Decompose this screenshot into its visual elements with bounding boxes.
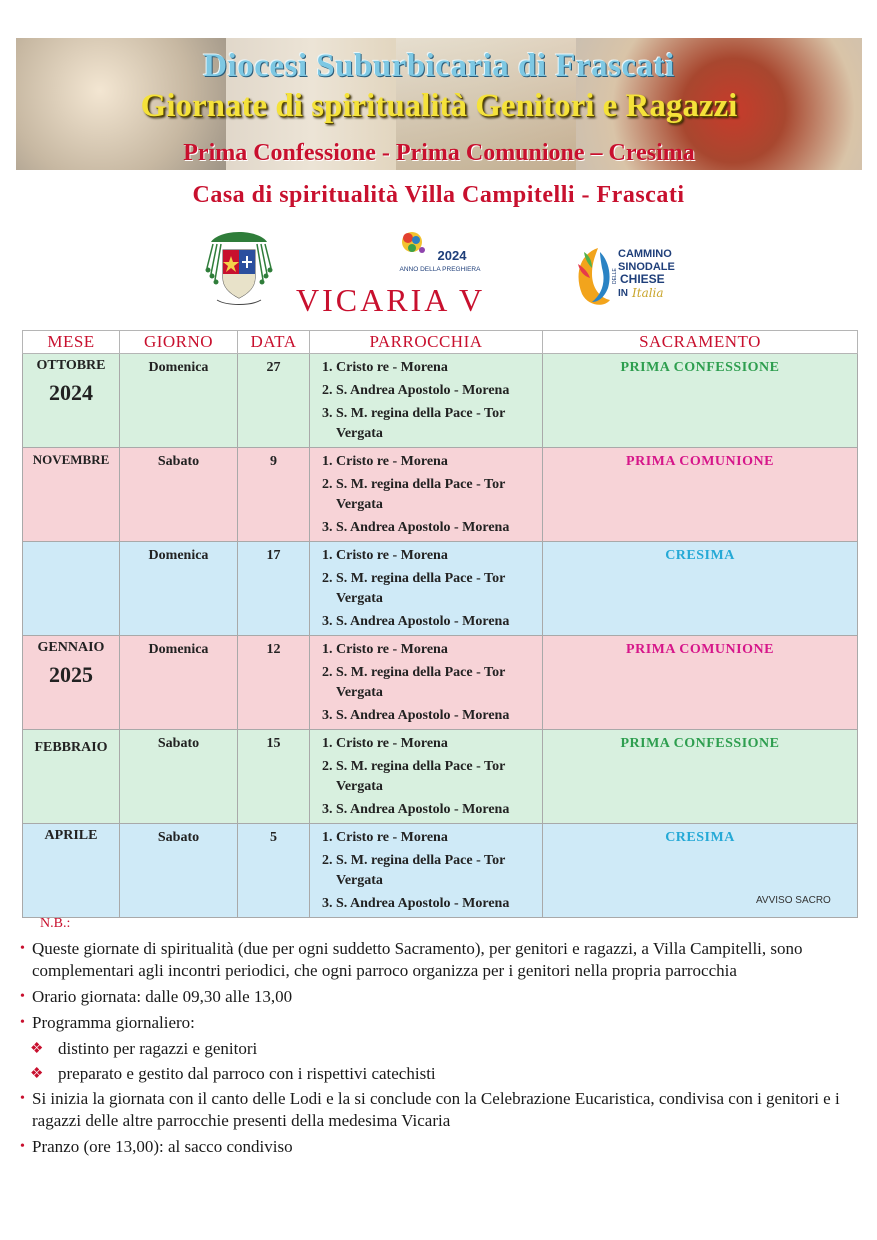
bullet-icon: •	[20, 1139, 25, 1154]
parish-item: 3. S. M. regina della Pace - Tor Vergata	[336, 404, 542, 444]
month-label: GENNAIO	[37, 640, 105, 655]
note-item	[20, 938, 865, 982]
giorno-cell: Domenica	[120, 354, 238, 448]
note-item	[20, 1136, 865, 1158]
parish-item: 2. S. M. regina della Pace - Tor Vergata	[336, 569, 542, 609]
giorno-cell: Domenica	[120, 542, 238, 636]
venue-subtitle: Casa di spiritualità Villa Campitelli - Frascati	[192, 182, 685, 208]
parish-item: 2. S. M. regina della Pace - Tor Vergata	[336, 475, 542, 515]
giorno-cell: Sabato	[120, 730, 238, 824]
parrocchia-cell	[310, 448, 543, 542]
note-subitem	[20, 1063, 865, 1085]
vicaria-title: VICARIA V	[296, 282, 486, 318]
sacramento-cell: PRIMA COMUNIONE	[543, 636, 858, 730]
note-text: preparato e gestito dal parroco con i rispettivi catechisti	[58, 1064, 436, 1083]
sacramento-cell: CRESIMA	[543, 824, 858, 918]
bullet-icon: •	[20, 989, 25, 1004]
mese-cell	[23, 354, 120, 448]
cammino-sinodale-logo	[570, 244, 680, 310]
cammino-line3: DELLE	[612, 268, 618, 284]
mese-cell	[23, 730, 120, 824]
mese-cell	[23, 824, 120, 918]
month-label: OTTOBRE	[36, 358, 106, 373]
schedule-table	[22, 330, 858, 918]
parrocchia-cell	[310, 730, 543, 824]
parrocchia-cell	[310, 824, 543, 918]
avviso-sacro-label: AVVISO SACRO	[756, 895, 831, 906]
year-logo-number: 2024	[437, 248, 467, 263]
data-cell: 15	[238, 730, 310, 824]
sacramento-cell: CRESIMA	[543, 542, 858, 636]
event-title: Giornate di spiritualità Genitori e Ragazzi	[140, 88, 738, 124]
month-label: APRILE	[44, 828, 98, 843]
parish-item: 1. Cristo re - Morena	[336, 640, 542, 660]
parish-item: 1. Cristo re - Morena	[336, 734, 542, 754]
parish-item: 3. S. Andrea Apostolo - Morena	[336, 518, 542, 538]
mese-cell	[23, 448, 120, 542]
data-cell: 17	[238, 542, 310, 636]
parish-item: 3. S. Andrea Apostolo - Morena	[336, 612, 542, 632]
header-banner	[16, 38, 862, 170]
header-mese: MESE	[23, 331, 120, 354]
notes-list	[20, 938, 865, 1162]
table-row	[23, 354, 858, 448]
data-cell: 27	[238, 354, 310, 448]
parish-item: 2. S. M. regina della Pace - Tor Vergata	[336, 851, 542, 891]
table-row	[23, 448, 858, 542]
mese-cell	[23, 636, 120, 730]
sacramento-cell: PRIMA CONFESSIONE	[543, 730, 858, 824]
year-label: 2025	[49, 662, 93, 687]
nb-label: N.B.:	[40, 916, 71, 931]
month-label: FEBBRAIO	[34, 740, 108, 755]
note-text: Queste giornate di spiritualità (due per ogni suddetto Sacramento), per genitori e ragazzi, a Villa Campitelli, sono complementari agli incontri periodici, che ogni parroco organizza per i genitori nella propria parrocchia	[32, 939, 803, 980]
giorno-cell: Domenica	[120, 636, 238, 730]
note-subitem	[20, 1038, 865, 1060]
note-item	[20, 986, 865, 1008]
parish-item: 1. Cristo re - Morena	[336, 358, 542, 378]
note-item	[20, 1012, 865, 1034]
giorno-cell: Sabato	[120, 824, 238, 918]
cammino-line4: CHIESE	[620, 272, 665, 286]
header-giorno: GIORNO	[120, 331, 238, 354]
parish-item: 1. Cristo re - Morena	[336, 828, 542, 848]
note-text: Pranzo (ore 13,00): al sacco condiviso	[32, 1137, 293, 1156]
mese-cell	[23, 542, 120, 636]
parish-item: 1. Cristo re - Morena	[336, 452, 542, 472]
header-sacramento: SACRAMENTO	[543, 331, 858, 354]
note-text: Orario giornata: dalle 09,30 alle 13,00	[32, 987, 293, 1006]
data-cell: 12	[238, 636, 310, 730]
cammino-line2: SINODALE	[618, 261, 675, 273]
note-text: Programma giornaliero:	[32, 1013, 195, 1032]
parish-item: 2. S. M. regina della Pace - Tor Vergata	[336, 757, 542, 797]
note-text: distinto per ragazzi e genitori	[58, 1039, 258, 1058]
parrocchia-cell	[310, 636, 543, 730]
diamond-bullet-icon: ❖	[30, 1066, 44, 1082]
parish-item: 2. S. Andrea Apostolo - Morena	[336, 381, 542, 401]
parrocchia-cell	[310, 542, 543, 636]
data-cell: 9	[238, 448, 310, 542]
table-row	[23, 730, 858, 824]
parish-item: 1. Cristo re - Morena	[336, 546, 542, 566]
sacraments-title: Prima Confessione - Prima Comunione – Cresima	[183, 140, 695, 166]
parrocchia-cell	[310, 354, 543, 448]
bullet-icon: •	[20, 1091, 25, 1106]
cammino-line6: Italia	[632, 286, 664, 300]
giorno-cell: Sabato	[120, 448, 238, 542]
coat-of-arms-logo	[203, 228, 275, 308]
header-parrocchia: PARROCCHIA	[310, 331, 543, 354]
sacramento-cell: PRIMA CONFESSIONE	[543, 354, 858, 448]
month-label: NOVEMBRE	[32, 452, 110, 467]
parish-item: 3. S. Andrea Apostolo - Morena	[336, 894, 542, 914]
diamond-bullet-icon: ❖	[30, 1041, 44, 1057]
sacramento-cell: PRIMA COMUNIONE	[543, 448, 858, 542]
parish-item: 3. S. Andrea Apostolo - Morena	[336, 800, 542, 820]
note-text: Si inizia la giornata con il canto delle Lodi e la si conclude con la Celebrazione Eucaristica, condivisa con i genitori e i ragazzi delle altre parrocchie presenti della medesima Vicaria	[32, 1089, 840, 1130]
table-row	[23, 542, 858, 636]
year-label: 2024	[49, 380, 93, 405]
note-item	[20, 1088, 865, 1132]
cammino-line1: CAMMINO	[618, 248, 672, 260]
table-row	[23, 824, 858, 918]
cammino-line5: IN	[618, 288, 628, 299]
data-cell: 5	[238, 824, 310, 918]
parish-item: 3. S. Andrea Apostolo - Morena	[336, 706, 542, 726]
diocese-title: Diocesi Suburbicaria di Frascati	[203, 48, 675, 84]
parish-item: 2. S. M. regina della Pace - Tor Vergata	[336, 663, 542, 703]
bullet-icon: •	[20, 941, 25, 956]
year-logo-caption: ANNO DELLA PREGHIERA	[399, 266, 481, 273]
table-header-row	[23, 331, 858, 354]
table-row	[23, 636, 858, 730]
bullet-icon: •	[20, 1015, 25, 1030]
header-data: DATA	[238, 331, 310, 354]
year-of-prayer-logo	[398, 228, 482, 274]
